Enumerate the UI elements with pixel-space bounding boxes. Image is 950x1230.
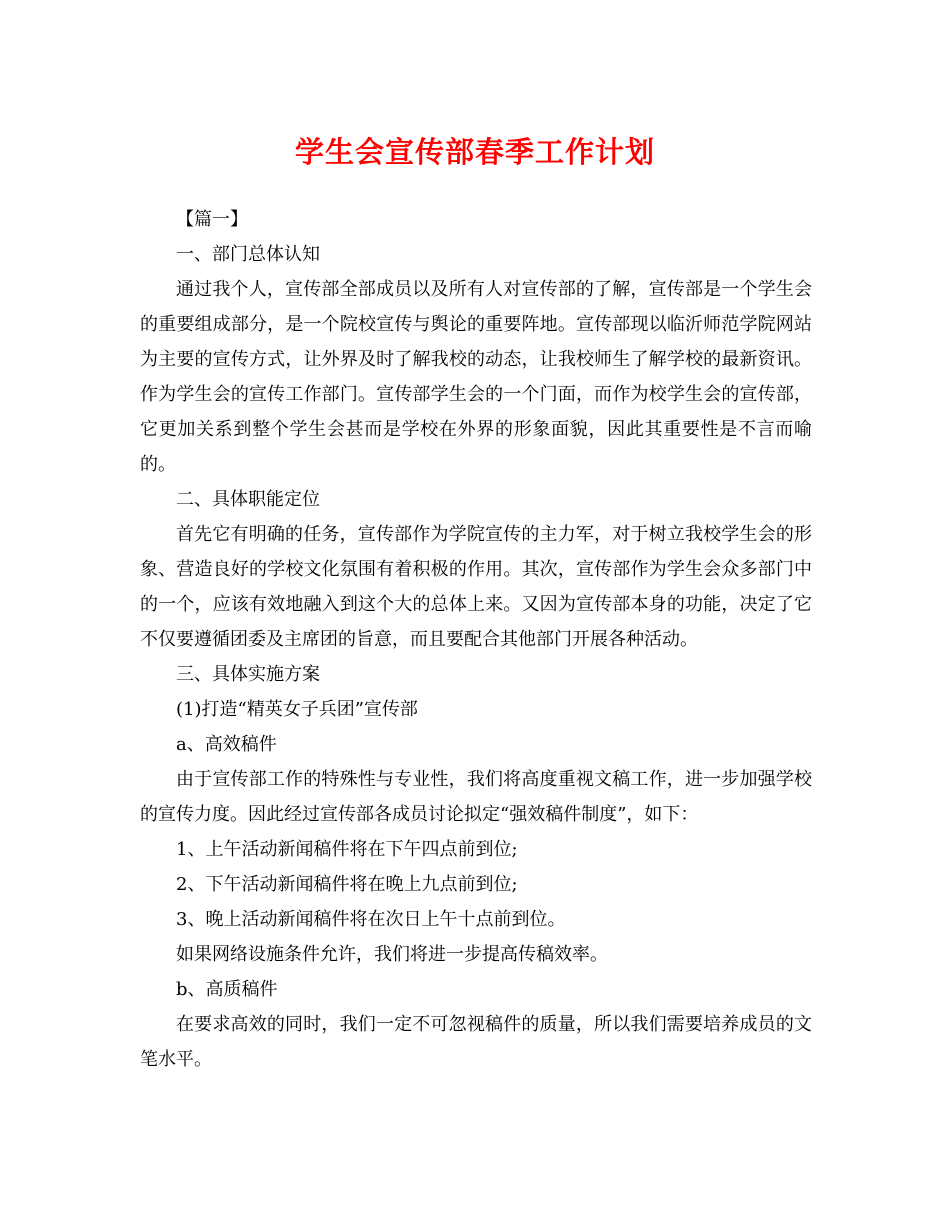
subheading-efficient-drafts: a、高效稿件: [176, 734, 277, 755]
paragraph-network: 如果网络设施条件允许，我们将进一步提高传稿效率。: [176, 944, 608, 965]
heading-implementation-plan: 三、具体实施方案: [176, 664, 320, 685]
list-item-morning: 1、上午活动新闻稿件将在下午四点前到位;: [176, 839, 518, 860]
list-item-afternoon: 2、下午活动新闻稿件将在晚上九点前到位;: [176, 874, 518, 895]
paragraph-overall-cognition: 通过我个人，宣传部全部成员以及所有人对宣传部的了解，宣传部是一个学生会的重要组成部分，是一个院校宣传与舆论的重要阵地。宣传部现以临沂师范学院网站为主要的宣传方式，让外界及时了解我校的动态，让我校师生了解学校的最新资讯。作为学生会的宣传工作部门。宣传部学生会的一个门面，而作为校学生会的宣传部，它更加关系到整个学生会甚而是学校在外界的形象面貌，因此其重要性是不言而喻的。: [140, 279, 812, 475]
subheading-quality-drafts: b、高质稿件: [176, 979, 278, 1000]
document-title: 学生会宣传部春季工作计划: [294, 135, 655, 169]
paragraph-function-positioning: 首先它有明确的任务，宣传部作为学院宣传的主力军，对于树立我校学生会的形象、营造良好的学校文化氛围有着积极的作用。其次，宣传部作为学生会众多部门中的一个，应该有效地融入到这个大的总体上来。又因为宣传部本身的功能，决定了它不仅要遵循团委及主席团的旨意，而且要配合其他部门开展各种活动。: [140, 524, 812, 650]
subheading-elite-team: (1)打造“精英女子兵团”宣传部: [176, 699, 418, 720]
heading-function-positioning: 二、具体职能定位: [176, 489, 320, 510]
list-item-evening: 3、晚上活动新闻稿件将在次日上午十点前到位。: [176, 909, 566, 930]
paragraph-efficient-drafts: 由于宣传部工作的特殊性与专业性，我们将高度重视文稿工作，进一步加强学校的宣传力度。因此经过宣传部各成员讨论拟定“强效稿件制度”，如下：: [140, 769, 812, 825]
heading-overall-cognition: 一、部门总体认知: [176, 244, 320, 265]
section-label: 【篇一】: [176, 209, 248, 230]
document-body: [140, 202, 812, 1077]
paragraph-quality-drafts: 在要求高效的同时，我们一定不可忽视稿件的质量，所以我们需要培养成员的文笔水平。: [140, 1014, 812, 1070]
